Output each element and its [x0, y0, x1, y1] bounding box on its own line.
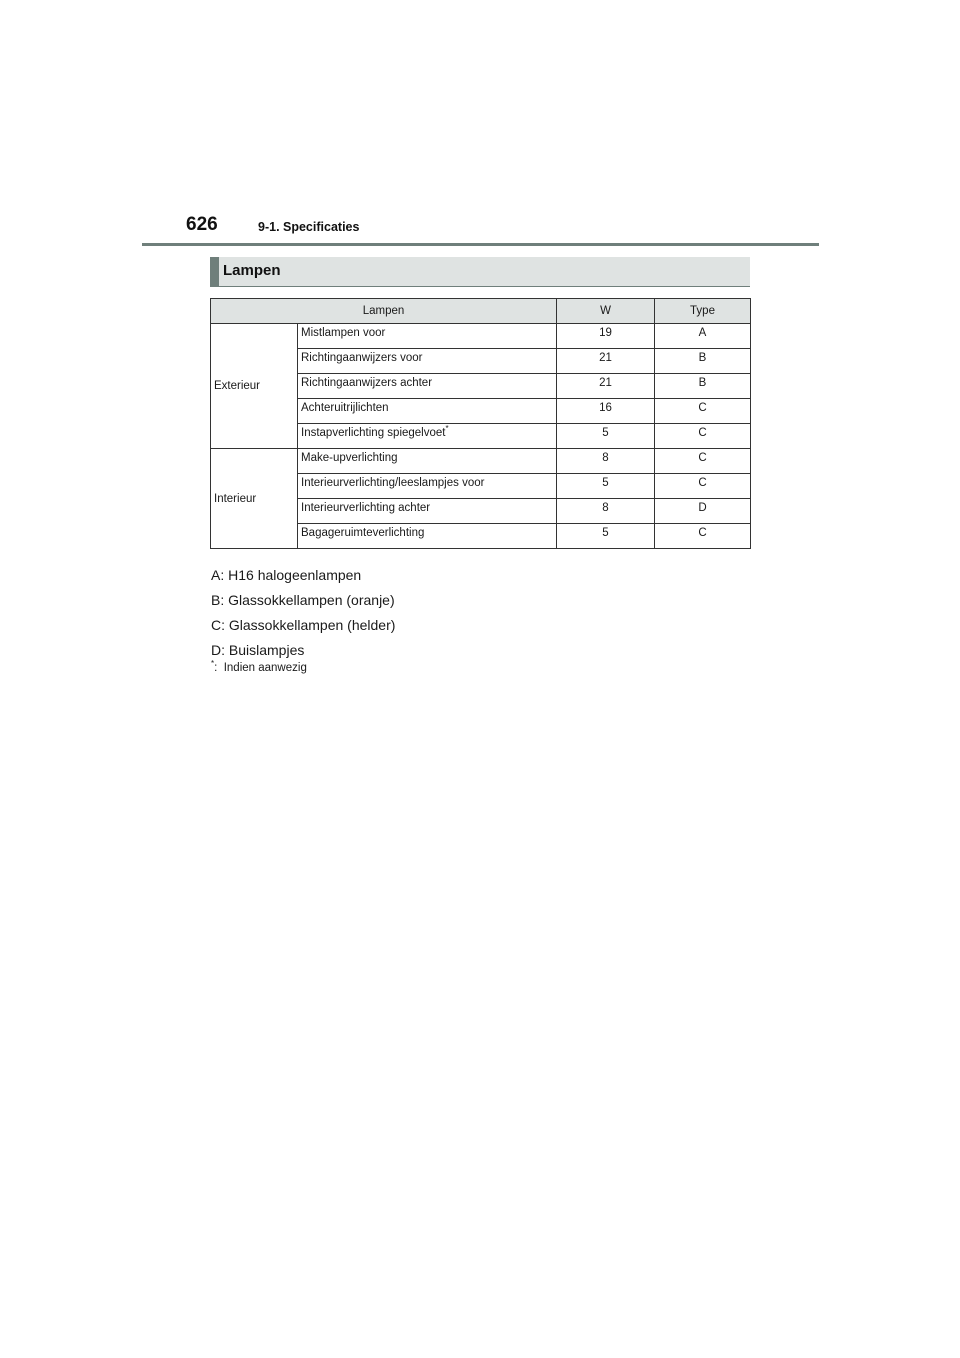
lamp-name: Achteruitrijlichten [298, 399, 557, 424]
lamp-wattage: 8 [557, 499, 655, 524]
lamp-name: Interieurverlichting/leeslampjes voor [298, 474, 557, 499]
lamp-name: Bagageruimteverlichting [298, 524, 557, 549]
lamp-type: C [655, 424, 751, 449]
lamp-specifications-table [210, 298, 751, 549]
lamp-name: Interieurverlichting achter [298, 499, 557, 524]
lamp-type: C [655, 399, 751, 424]
type-legend [211, 563, 395, 663]
lamp-name: Richtingaanwijzers achter [298, 374, 557, 399]
lamp-type: C [655, 474, 751, 499]
lamp-wattage: 16 [557, 399, 655, 424]
legend-item: B: Glassokkellampen (oranje) [211, 592, 395, 608]
lampen-heading [210, 257, 750, 287]
lamp-wattage: 19 [557, 324, 655, 349]
column-header-w: W [557, 299, 655, 324]
legend-item: C: Glassokkellampen (helder) [211, 617, 396, 633]
footnote-mark: * [211, 659, 215, 669]
page-number: 626 [186, 214, 218, 235]
lamp-type: B [655, 374, 751, 399]
lamp-name: Mistlampen voor [298, 324, 557, 349]
footnote-separator: : [214, 662, 218, 674]
footnote-marker: * [445, 424, 449, 434]
lamp-name: Instapverlichting spiegelvoet* [298, 424, 557, 449]
header-divider [142, 243, 819, 246]
lamp-name: Richtingaanwijzers voor [298, 349, 557, 374]
lamp-wattage: 21 [557, 374, 655, 399]
lamp-type: B [655, 349, 751, 374]
footnote [211, 659, 307, 674]
legend-item: D: Buislampjes [211, 642, 305, 658]
group-exterieur: Exterieur [211, 324, 298, 449]
lamp-name: Make-upverlichting [298, 449, 557, 474]
table-row [211, 449, 751, 474]
column-header-lampen: Lampen [211, 299, 557, 324]
section-title: 9-1. Specificaties [258, 220, 360, 234]
lamp-wattage: 5 [557, 524, 655, 549]
lamp-type: A [655, 324, 751, 349]
lamp-type: C [655, 449, 751, 474]
lampen-heading-text: Lampen [223, 262, 281, 279]
lamp-type: C [655, 524, 751, 549]
table-row [211, 324, 751, 349]
footnote-text: Indien aanwezig [223, 662, 307, 674]
lamp-wattage: 5 [557, 474, 655, 499]
lamp-wattage: 21 [557, 349, 655, 374]
lamp-type: D [655, 499, 751, 524]
group-interieur: Interieur [211, 449, 298, 549]
table-header-row [211, 299, 751, 324]
legend-item: A: H16 halogeenlampen [211, 567, 362, 583]
lamp-wattage: 8 [557, 449, 655, 474]
column-header-type: Type [655, 299, 751, 324]
lamp-wattage: 5 [557, 424, 655, 449]
